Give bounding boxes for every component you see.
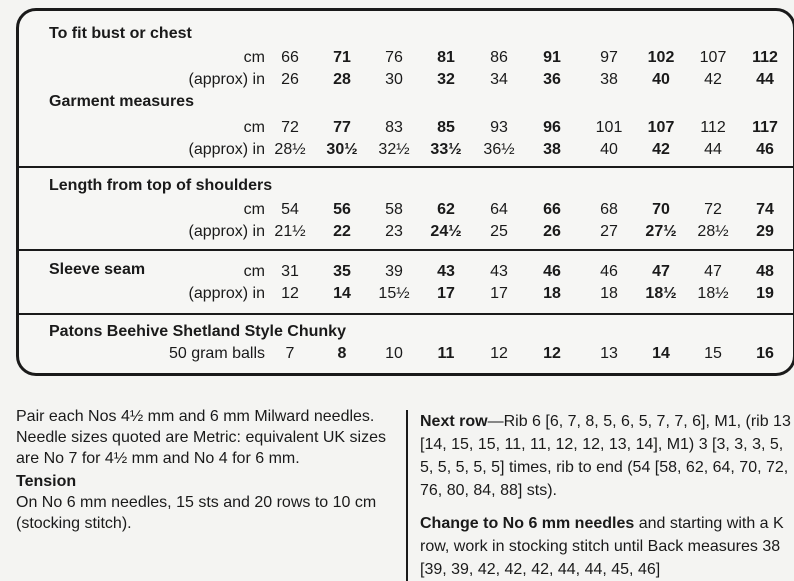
section-divider	[19, 313, 793, 315]
row-unit-label: (approx) in	[188, 285, 265, 302]
size-value: 26	[543, 223, 561, 240]
size-value: 33½	[430, 141, 462, 158]
size-value: 15½	[378, 285, 410, 302]
size-value: 107	[647, 119, 675, 136]
size-value: 24½	[430, 223, 462, 240]
size-value: 26	[281, 71, 299, 88]
size-value: 32½	[378, 141, 410, 158]
size-value: 17	[490, 285, 508, 302]
measurements-table	[16, 8, 794, 376]
section-heading: Length from top of shoulders	[49, 177, 273, 194]
row-unit-label: cm	[243, 263, 265, 280]
size-value: 30½	[326, 141, 358, 158]
section-heading: Sleeve seam	[49, 261, 146, 278]
row-unit-label: cm	[243, 119, 265, 136]
size-value: 64	[490, 201, 508, 218]
row-unit-label: (approx) in	[188, 141, 265, 158]
size-value: 23	[385, 223, 403, 240]
size-value: 46	[543, 263, 561, 280]
next-row-text: —Rib 6 [6, 7, 8, 5, 6, 5, 7, 7, 6], M1, (rib 13 [14, 15, 15, 11, 11, 12, 12, 13, 14], M1) 3 [3, 3, 3, 5, 5, 5, 5, 5, 5] times, rib to end (54 [58, 62, 64, 70, 72, 76, 80, 84, 88] sts).	[420, 413, 791, 499]
row-unit-label: 50 gram balls	[168, 345, 265, 362]
size-value: 44	[704, 141, 722, 158]
size-value: 12	[281, 285, 299, 302]
size-value: 71	[333, 49, 351, 66]
size-value: 28½	[697, 223, 729, 240]
row-unit-label: cm	[243, 201, 265, 218]
size-value: 36½	[483, 141, 515, 158]
size-value: 16	[756, 345, 774, 362]
size-value: 29	[756, 223, 774, 240]
section-divider	[19, 249, 793, 251]
size-value: 68	[600, 201, 618, 218]
size-value: 8	[337, 345, 347, 362]
size-value: 14	[652, 345, 670, 362]
needles-tension-column	[16, 406, 396, 534]
size-value: 83	[385, 119, 403, 136]
size-value: 66	[543, 201, 561, 218]
row-unit-label: (approx) in	[188, 223, 265, 240]
size-value: 48	[756, 263, 774, 280]
tension-heading: Tension	[16, 473, 77, 490]
size-value: 93	[490, 119, 508, 136]
size-value: 18½	[697, 285, 729, 302]
size-value: 91	[543, 49, 561, 66]
size-value: 11	[437, 345, 455, 362]
next-row-label: Next row	[420, 413, 488, 430]
size-value: 85	[437, 119, 455, 136]
size-value: 43	[490, 263, 508, 280]
size-value: 18½	[645, 285, 677, 302]
size-value: 27½	[645, 223, 677, 240]
size-value: 15	[704, 345, 722, 362]
tension-paragraph: On No 6 mm needles, 15 sts and 20 rows to 10 cm (stocking stitch).	[16, 494, 377, 532]
size-value: 21½	[274, 223, 306, 240]
size-value: 7	[285, 345, 295, 362]
section-heading: Garment measures	[49, 93, 194, 110]
change-needles-text: and starting with a K row, work in stocking stitch until Back measures 38 [39, 39, 42, 42, 42, 44, 44, 45, 46]	[420, 515, 784, 578]
size-value: 25	[490, 223, 508, 240]
row-unit-label: cm	[243, 49, 265, 66]
size-value: 40	[600, 141, 618, 158]
size-value: 72	[704, 201, 722, 218]
size-value: 39	[385, 263, 403, 280]
size-value: 10	[385, 345, 403, 362]
size-value: 77	[333, 119, 351, 136]
size-value: 27	[600, 223, 618, 240]
size-value: 43	[437, 263, 455, 280]
size-value: 72	[281, 119, 299, 136]
size-value: 34	[490, 71, 508, 88]
size-value: 35	[333, 263, 351, 280]
change-needles-paragraph	[420, 512, 794, 581]
section-heading: To fit bust or chest	[49, 25, 192, 42]
size-value: 38	[543, 141, 561, 158]
size-value: 102	[647, 49, 675, 66]
size-value: 101	[595, 119, 623, 136]
size-value: 12	[543, 345, 561, 362]
next-row-paragraph	[420, 410, 794, 502]
size-value: 76	[385, 49, 403, 66]
size-value: 107	[699, 49, 727, 66]
size-value: 74	[756, 201, 774, 218]
size-value: 70	[652, 201, 670, 218]
size-value: 18	[600, 285, 618, 302]
size-value: 14	[333, 285, 351, 302]
needles-paragraph: Pair each Nos 4½ mm and 6 mm Milward needles. Needle sizes quoted are Metric: equivalent UK sizes are No 7 for 4½ mm and No 4 for 6 mm.	[16, 408, 386, 467]
size-value: 13	[600, 345, 618, 362]
size-value: 47	[652, 263, 670, 280]
size-value: 112	[700, 119, 726, 136]
size-value: 18	[543, 285, 561, 302]
size-value: 62	[437, 201, 455, 218]
size-value: 58	[385, 201, 403, 218]
size-value: 38	[600, 71, 618, 88]
size-value: 97	[600, 49, 618, 66]
instructions-column	[406, 410, 794, 581]
size-value: 19	[756, 285, 774, 302]
row-unit-label: (approx) in	[188, 71, 265, 88]
size-value: 81	[437, 49, 455, 66]
size-value: 12	[490, 345, 508, 362]
size-value: 112	[752, 49, 778, 66]
size-value: 46	[756, 141, 774, 158]
size-value: 28	[333, 71, 351, 88]
size-value: 42	[652, 141, 670, 158]
size-value: 46	[600, 263, 618, 280]
size-value: 44	[756, 71, 774, 88]
section-heading: Patons Beehive Shetland Style Chunky	[49, 323, 346, 340]
size-value: 86	[490, 49, 508, 66]
size-value: 36	[543, 71, 561, 88]
size-value: 32	[437, 71, 455, 88]
size-value: 96	[543, 119, 561, 136]
size-value: 47	[704, 263, 722, 280]
section-divider	[19, 166, 793, 168]
size-value: 54	[281, 201, 299, 218]
size-value: 66	[281, 49, 299, 66]
size-value: 22	[333, 223, 351, 240]
change-needles-label: Change to No 6 mm needles	[420, 515, 635, 532]
size-value: 42	[704, 71, 722, 88]
size-value: 31	[281, 263, 299, 280]
size-value: 40	[652, 71, 670, 88]
size-value: 56	[333, 201, 351, 218]
size-value: 17	[437, 285, 455, 302]
size-value: 30	[385, 71, 403, 88]
size-value: 117	[752, 119, 778, 136]
size-value: 28½	[274, 141, 306, 158]
